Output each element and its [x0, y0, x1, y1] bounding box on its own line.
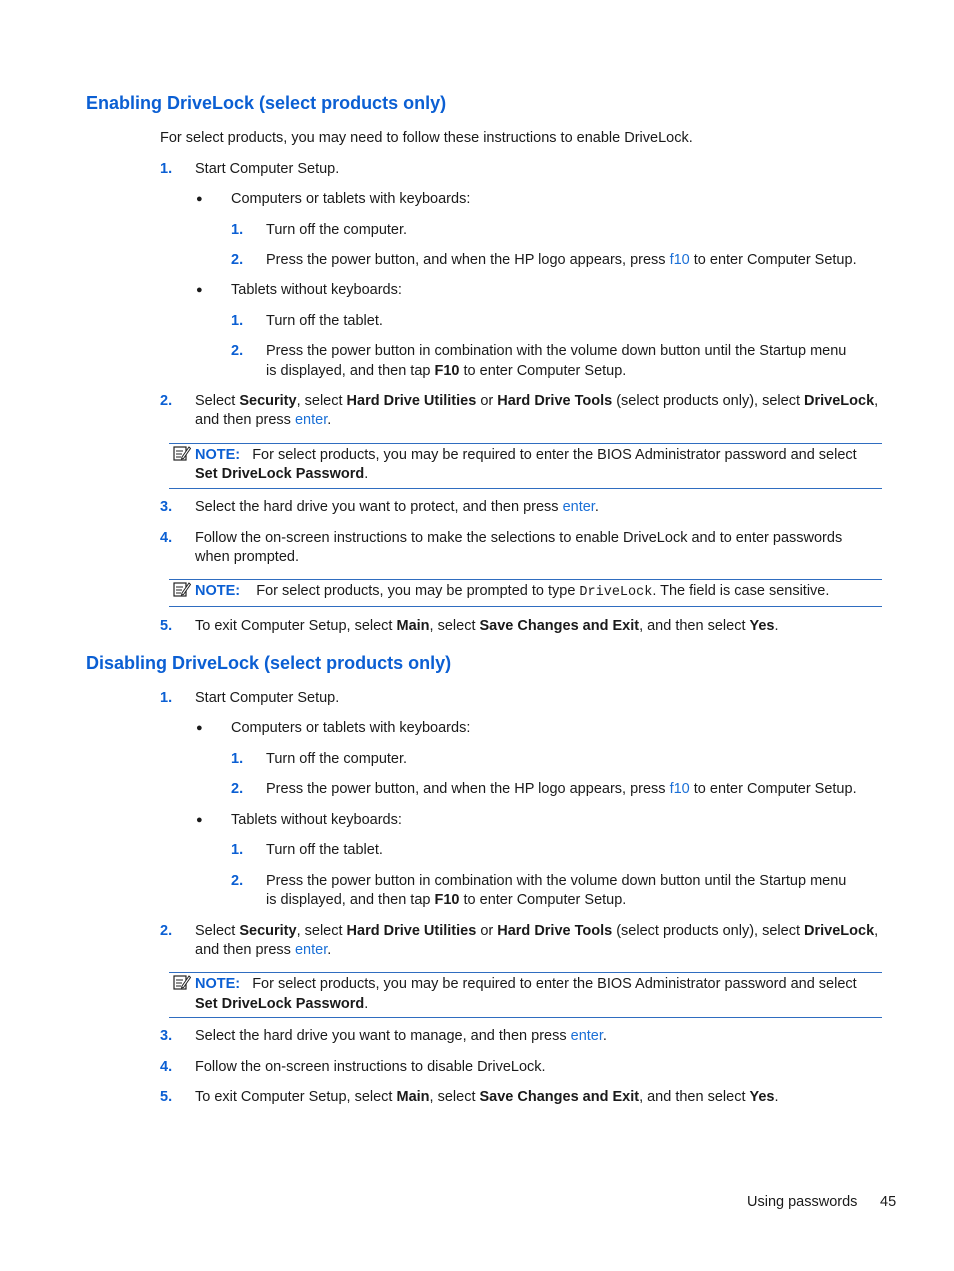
key-f10: f10 — [669, 252, 690, 268]
menu-save-changes-and-exit: Save Changes and Exit — [479, 1089, 640, 1105]
page-number: 45 — [880, 1194, 897, 1210]
note-label: NOTE: — [195, 976, 241, 992]
text-run: . — [364, 466, 369, 482]
note-line1 — [195, 583, 829, 600]
section-heading-disabling: Disabling DriveLock (select products only) — [86, 653, 452, 673]
step-text — [195, 618, 779, 634]
key-f10: F10 — [434, 892, 460, 908]
text-run: Press the power button, and when the HP logo appears, press — [266, 252, 670, 268]
substep-text: Press the power button in combination with the volume down button until the Startup menu — [266, 873, 847, 889]
menu-security: Security — [239, 923, 297, 939]
text-run: to enter Computer Setup. — [459, 363, 627, 379]
step-text-line2: when prompted. — [195, 549, 299, 565]
footer-section-title: Using passwords — [747, 1194, 858, 1210]
bullet-text: Computers or tablets with keyboards: — [231, 720, 471, 736]
substep-text: Turn off the tablet. — [266, 313, 383, 329]
text-run: Select the hard drive you want to manage, and then press — [195, 1028, 571, 1044]
text-run: For select products, you may be required to enter the BIOS Administrator password and select — [252, 447, 857, 463]
step-number: 1. — [160, 161, 173, 177]
bullet-icon: ● — [196, 193, 203, 205]
step-number: 2. — [160, 923, 173, 939]
bullet-icon: ● — [196, 814, 203, 826]
text-run: , — [874, 393, 879, 409]
note-label: NOTE: — [195, 583, 241, 599]
code-drivelock: DriveLock — [579, 585, 653, 600]
key-enter: enter — [570, 1028, 603, 1044]
menu-main: Main — [396, 618, 430, 634]
step-number: 2. — [160, 393, 173, 409]
menu-set-drivelock-password: Set DriveLock Password — [195, 996, 365, 1012]
text-run: . — [594, 499, 599, 515]
step-text — [195, 1028, 607, 1044]
substep-number: 1. — [231, 842, 244, 858]
menu-drivelock: DriveLock — [804, 923, 875, 939]
text-run: . — [327, 412, 332, 428]
text-run: Select — [195, 923, 240, 939]
step-text: Start Computer Setup. — [195, 161, 340, 177]
text-run: Select — [195, 393, 240, 409]
bullet-text: Computers or tablets with keyboards: — [231, 191, 471, 207]
section-heading-enabling: Enabling DriveLock (select products only) — [86, 93, 447, 113]
bullet-text: Tablets without keyboards: — [231, 282, 402, 298]
menu-save-changes-and-exit: Save Changes and Exit — [479, 618, 640, 634]
text-run: For select products, you may be prompted to type — [256, 583, 580, 599]
key-f10: F10 — [434, 363, 460, 379]
note-label: NOTE: — [195, 447, 241, 463]
intro-paragraph: For select products, you may need to follow these instructions to enable DriveLock. — [160, 130, 693, 146]
key-enter: enter — [562, 499, 595, 515]
substep-number: 2. — [231, 252, 244, 268]
substep-text: Press the power button in combination with the volume down button until the Startup menu — [266, 343, 847, 359]
menu-main: Main — [396, 1089, 430, 1105]
substep-text — [266, 781, 857, 797]
text-run: (select products only), select — [612, 393, 805, 409]
substep-number: 2. — [231, 781, 244, 797]
text-run: , and then select — [639, 618, 750, 634]
step-number: 3. — [160, 499, 173, 515]
step-number: 1. — [160, 690, 173, 706]
option-yes: Yes — [749, 1089, 775, 1105]
substep-text: Turn off the computer. — [266, 751, 408, 767]
substep-text — [266, 252, 857, 268]
text-run: or — [476, 393, 498, 409]
text-run: To exit Computer Setup, select — [195, 1089, 397, 1105]
menu-set-drivelock-password: Set DriveLock Password — [195, 466, 365, 482]
text-run: is displayed, and then tap — [266, 892, 435, 908]
note-pencil-icon — [173, 445, 191, 462]
text-run: , and then select — [639, 1089, 750, 1105]
text-run: to enter Computer Setup. — [689, 252, 857, 268]
note-pencil-icon — [173, 581, 191, 598]
text-run: , select — [296, 923, 347, 939]
text-run: For select products, you may be required to enter the BIOS Administrator password and select — [252, 976, 857, 992]
substep-text: Turn off the computer. — [266, 222, 408, 238]
substep-number: 2. — [231, 873, 244, 889]
step-text — [195, 1089, 779, 1105]
text-run: To exit Computer Setup, select — [195, 618, 397, 634]
step-text: Start Computer Setup. — [195, 690, 340, 706]
text-run: , select — [296, 393, 347, 409]
text-run: and then press — [195, 942, 295, 958]
menu-hard-drive-utilities: Hard Drive Utilities — [346, 393, 477, 409]
text-run: . — [602, 1028, 607, 1044]
key-enter: enter — [294, 942, 328, 958]
step-text: Follow the on-screen instructions to disable DriveLock. — [195, 1059, 546, 1075]
substep-number: 1. — [231, 222, 244, 238]
substep-number: 1. — [231, 313, 244, 329]
note-pencil-icon — [173, 974, 191, 991]
text-run: and then press — [195, 412, 295, 428]
step-text — [195, 393, 878, 409]
text-run: (select products only), select — [612, 923, 805, 939]
menu-hard-drive-tools: Hard Drive Tools — [497, 393, 613, 409]
step-number: 4. — [160, 1059, 173, 1075]
text-run: . — [774, 618, 779, 634]
text-run: , — [874, 923, 879, 939]
substep-text-line2 — [266, 363, 626, 379]
text-run: Press the power button, and when the HP logo appears, press — [266, 781, 670, 797]
step-text-line2 — [195, 942, 331, 958]
text-run: , select — [429, 618, 480, 634]
substep-number: 2. — [231, 343, 244, 359]
text-run: . — [774, 1089, 779, 1105]
menu-hard-drive-tools: Hard Drive Tools — [497, 923, 613, 939]
key-enter: enter — [294, 412, 328, 428]
step-number: 3. — [160, 1028, 173, 1044]
text-run: . — [327, 942, 332, 958]
step-number: 4. — [160, 530, 173, 546]
bullet-text: Tablets without keyboards: — [231, 812, 402, 828]
text-run: or — [476, 923, 498, 939]
option-yes: Yes — [749, 618, 775, 634]
menu-security: Security — [239, 393, 297, 409]
note-line2 — [195, 996, 368, 1012]
bullet-icon: ● — [196, 284, 203, 296]
text-run: . — [364, 996, 369, 1012]
substep-text: Turn off the tablet. — [266, 842, 383, 858]
note-line1 — [195, 976, 857, 992]
step-text: Follow the on-screen instructions to make the selections to enable DriveLock and to enter passwords — [195, 530, 843, 546]
bullet-icon: ● — [196, 722, 203, 734]
text-run: . The field is case sensitive. — [652, 583, 830, 599]
text-run: to enter Computer Setup. — [459, 892, 627, 908]
step-text — [195, 499, 599, 515]
note-line1 — [195, 447, 857, 463]
text-run: , select — [429, 1089, 480, 1105]
step-number: 5. — [160, 618, 173, 634]
text-run: to enter Computer Setup. — [689, 781, 857, 797]
substep-text-line2 — [266, 892, 626, 908]
menu-drivelock: DriveLock — [804, 393, 875, 409]
key-f10: f10 — [669, 781, 690, 797]
substep-number: 1. — [231, 751, 244, 767]
text-run: Select the hard drive you want to protect, and then press — [195, 499, 563, 515]
text-run: is displayed, and then tap — [266, 363, 435, 379]
step-text-line2 — [195, 412, 331, 428]
step-text — [195, 923, 878, 939]
step-number: 5. — [160, 1089, 173, 1105]
note-line2 — [195, 466, 368, 482]
menu-hard-drive-utilities: Hard Drive Utilities — [346, 923, 477, 939]
